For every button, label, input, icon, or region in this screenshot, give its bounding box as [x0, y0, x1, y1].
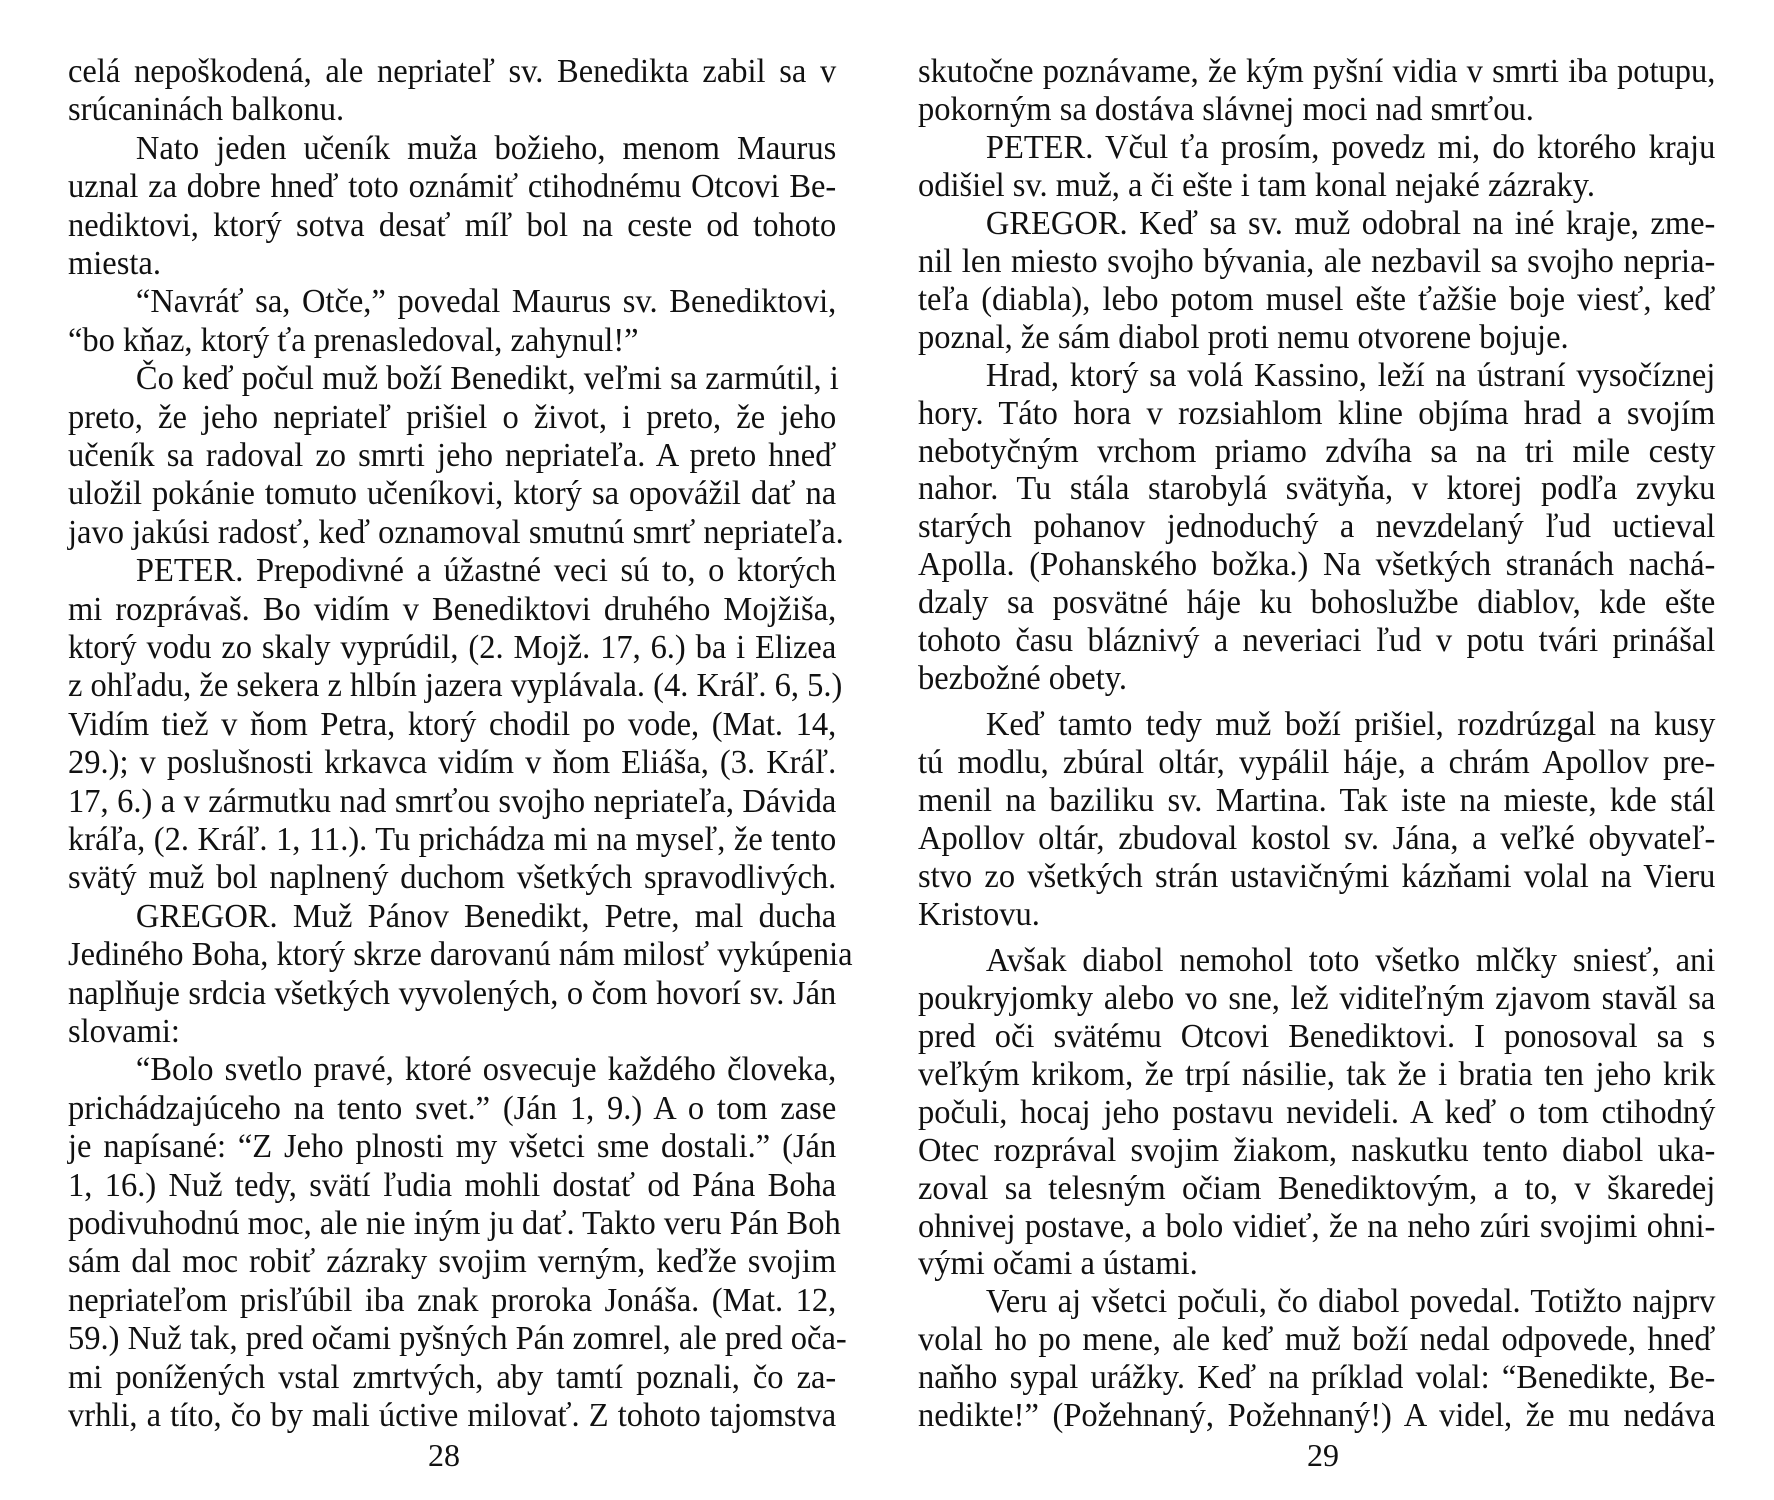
text-line: hory. Táto hora v rozsiahlom kline objíma hrad a svojím: [918, 394, 1716, 432]
text-line: ohnivej postave, a bolo vidieť, že na neho zúri svojimi ohni-: [918, 1207, 1716, 1245]
text-line: Apolla. (Pohanského božka.) Na všetkých stranách nachá-: [918, 546, 1716, 584]
text-line: 29.); v poslušnosti krkavca vidím v ňom Eliáša, (3. Kráľ.: [68, 744, 837, 782]
text-line: celá nepoškodená, ale nepriateľ sv. Benedikta zabil sa v: [68, 53, 837, 90]
text-line: poukryjomky alebo vo sne, lež viditeľným zjavom stavăl sa: [918, 979, 1716, 1017]
text-line: 59.) Nuž tak, pred očami pyšných Pán zomrel, ale pred oča-: [68, 1320, 847, 1358]
text-line: nahor. Tu stála starobylá svätyňa, v ktorej podľa zvyku: [918, 470, 1716, 508]
text-line: javo jakúsi radosť, keď oznamoval smutnú smrť nepriateľa.: [68, 513, 844, 551]
text-line: počuli, hocaj jeho postavu nevideli. A keď o tom ctihodný: [918, 1093, 1716, 1131]
text-line: Kristovu.: [918, 895, 1040, 933]
text-line: slovami:: [68, 1013, 180, 1050]
text-line: sám dal moc robiť zázraky svojim verným, keďže svojim: [68, 1243, 837, 1281]
text-line: 1, 16.) Nuž tedy, svätí ľudia mohli dostať od Pána Boha: [68, 1166, 837, 1204]
text-line: pokorným sa dostáva slávnej moci nad smrťou.: [918, 90, 1534, 128]
text-line: pred oči svätému Otcovi Benediktovi. I ponosoval sa s: [918, 1017, 1716, 1055]
text-line: dzaly sa posvätné háje ku bohoslužbe diablov, kde ešte: [918, 584, 1716, 622]
text-line: 17, 6.) a v zármutku nad smrťou svojho nepriateľa, Dávida: [68, 782, 837, 820]
paragraph-first-line: Veru aj všetci počuli, čo diabol povedal. Totižto najprv: [985, 1283, 1716, 1321]
paragraph-first-line: Čo keď počul muž boží Benedikt, veľmi sa zarmútil, i: [135, 360, 839, 398]
text-line: kráľa, (2. Kráľ. 1, 11.). Tu prichádza mi na myseľ, že tento: [68, 821, 837, 858]
text-line: Otec rozprával svojim žiakom, naskutku tento diabol uka-: [918, 1131, 1716, 1169]
right-page: [887, 0, 1774, 1500]
paragraph-first-line: GREGOR. Muž Pánov Benedikt, Petre, mal ducha: [135, 897, 837, 935]
paragraph-first-line: PETER. Prepodivné a úžastné veci sú to, o ktorých: [135, 552, 837, 590]
text-line: srúcaninách balkonu.: [68, 91, 345, 129]
right-page-number: 29: [1307, 1437, 1339, 1473]
text-line: naňho sypal urážky. Keď na príklad volal: “Benedikte, Be-: [918, 1359, 1716, 1397]
text-line: mi ponížených vstal zmrtvých, aby tamtí poznali, čo za-: [68, 1358, 837, 1396]
paragraph-first-line: Avšak diabol nemohol toto všetko mlčky sniesť, ani: [985, 941, 1716, 979]
text-line: nebotyčným vrchom priamo zdvíha sa na tri mile cesty: [918, 432, 1716, 470]
left-page-number: 28: [428, 1437, 460, 1473]
text-line: mi rozprávaš. Bo vidím v Benediktovi druhého Mojžiša,: [68, 590, 837, 628]
text-line: menil na baziliku sv. Martina. Tak iste na mieste, kde stál: [918, 782, 1716, 820]
text-line: podivuhodnú moc, ale nie iným ju dať. Takto veru Pán Boh: [68, 1205, 841, 1242]
text-line: nediktovi, ktorý sotva desať míľ bol na ceste od tohoto: [68, 206, 837, 244]
text-line: tohoto času bláznivý a neveriaci ľud v potu tvári prinášal: [918, 622, 1716, 660]
paragraph-first-line: “Bolo svetlo pravé, ktoré osvecuje každého človeka,: [135, 1051, 837, 1089]
text-line: skutočne poznávame, že kým pyšní vidia v smrti iba potupu,: [918, 53, 1716, 90]
text-line: Vidím tiež v ňom Petra, ktorý chodil po vode, (Mat. 14,: [68, 705, 837, 743]
text-line: odišiel sv. muž, a či ešte i tam konal nejaké zázraky.: [918, 166, 1596, 204]
text-line: vrhli, a títo, čo by mali úctive milovať. Z tohoto tajomstva: [68, 1397, 837, 1434]
text-line: prichádzajúceho na tento svet.” (Ján 1, 9.) A o tom zase: [68, 1089, 837, 1127]
text-line: nepriateľom prisľúbil iba znak proroka Jonáša. (Mat. 12,: [68, 1281, 837, 1319]
paragraph-first-line: Hrad, ktorý sa volá Kassino, leží na ústraní vysočíznej: [985, 356, 1716, 394]
text-line: uznal za dobre hneď toto oznámiť ctihodnému Otcovi Be-: [68, 168, 837, 206]
text-line: veľkým krikom, že trpí násilie, tak že i bratia ten jeho krik: [918, 1055, 1716, 1093]
text-line: stvo zo všetkých strán ustavičnými kázňami volal na Vieru: [918, 857, 1716, 895]
text-line: volal ho po mene, ale keď muž boží nedal odpovede, hneď: [918, 1321, 1716, 1359]
text-line: starých pohanov jednoduchý a nevzdelaný ľud uctieval: [918, 508, 1716, 546]
text-line: tú modlu, zbúral oltár, vypálil háje, a chrám Apollov pre-: [918, 744, 1716, 782]
paragraph-first-line: GREGOR. Keď sa sv. muž odobral na iné kraje, zme-: [985, 204, 1716, 242]
paragraph-first-line: PETER. Včul ťa prosím, povedz mi, do ktorého kraju: [985, 128, 1716, 166]
text-line: bezbožné obety.: [918, 660, 1128, 698]
text-line: vými očami a ústami.: [918, 1245, 1198, 1283]
text-line: preto, že jeho nepriateľ prišiel o život, i preto, že jeho: [68, 398, 837, 436]
paragraph-first-line: Keď tamto tedy muž boží prišiel, rozdrúzgal na kusy: [985, 706, 1716, 744]
text-line: naplňuje srdcia všetkých vyvolených, o čom hovorí sv. Ján: [68, 974, 837, 1012]
text-line: miesta.: [68, 245, 161, 282]
paragraph-first-line: “Navráť sa, Otče,” povedal Maurus sv. Benediktovi,: [135, 283, 837, 321]
text-line: zoval sa telesným očiam Benediktovým, a to, v škaredej: [918, 1169, 1716, 1207]
text-line: ktorý vodu zo skaly vyprúdil, (2. Mojž. 17, 6.) ba i Elizea: [68, 629, 837, 666]
text-line: “bo kňaz, ktorý ťa prenasledoval, zahynul!”: [68, 321, 639, 359]
paragraph-first-line: Nato jeden učeník muža božieho, menom Maurus: [135, 129, 837, 167]
text-line: svätý muž bol naplnený duchom všetkých spravodlivých.: [68, 859, 837, 897]
text-line: poznal, že sám diabol proti nemu otvorene bojuje.: [918, 318, 1569, 356]
text-line: nil len miesto svojho bývania, ale nezbavil sa svojho nepria-: [918, 242, 1716, 280]
text-line: učeník sa radoval zo smrti jeho nepriateľa. A preto hneď: [68, 437, 837, 474]
text-line: Apollov oltár, zbudoval kostol sv. Jána, a veľké obyvateľ-: [918, 820, 1716, 857]
text-line: Jediného Boha, ktorý skrze darovanú nám milosť vykúpenia: [68, 936, 853, 974]
text-line: z ohľadu, že sekera z hlbín jazera vyplávala. (4. Kráľ. 6, 5.): [68, 667, 843, 705]
text-line: teľa (diabla), lebo potom musel ešte ťažšie boje viesť, keď: [918, 280, 1716, 318]
text-line: uložil pokánie tomuto učeníkovi, ktorý sa opovážil dať na: [68, 475, 837, 513]
text-line: nedikte!” (Požehnaný, Požehnaný!) A videl, že mu nedáva: [918, 1397, 1716, 1435]
text-line: je napísané: “Z Jeho plnosti my všetci sme dostali.” (Ján: [68, 1128, 837, 1166]
